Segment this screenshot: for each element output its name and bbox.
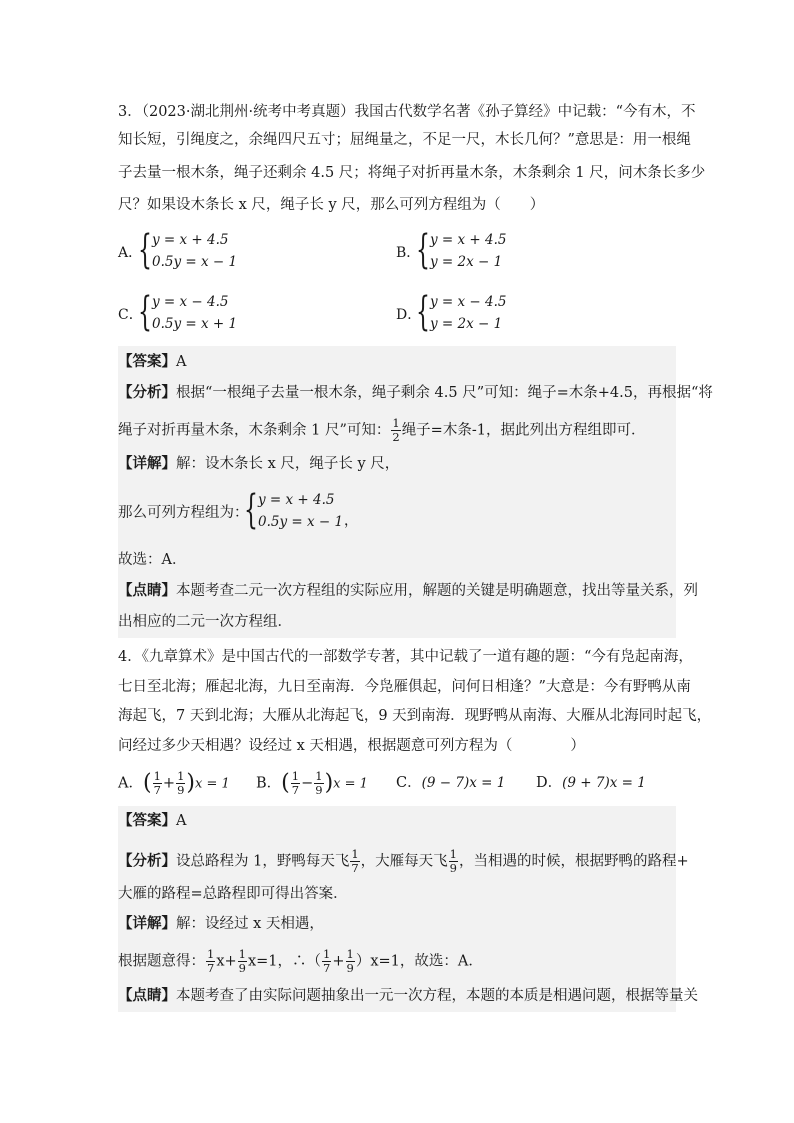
q3-choose: 故选：A． <box>118 552 187 568</box>
q4-stem-line-3: 海起飞，7 天到北海；大雁从北海起飞，9 天到南海．现野鸭从南海、大雁从北海同时起飞， <box>118 708 712 724</box>
fraction-denominator: 9 <box>315 783 323 797</box>
q3-analysis-line-2 <box>118 417 645 444</box>
option-label: D． <box>536 775 563 791</box>
q3-detail-line-2: 那么可列方程组为： <box>118 505 249 521</box>
equation-2: 0.5y = x − 1 <box>258 514 344 530</box>
equation-2: y = 2x − 1 <box>430 316 503 332</box>
right-paren: ) <box>324 770 334 796</box>
left-paren: ( <box>281 770 290 796</box>
fraction-numerator: 1 <box>351 847 359 861</box>
analysis-text: 根据“一根绳子去量一根木条，绳子剩余 4.5 尺”可知：绳子=木条+4.5，再根据“将 <box>176 385 713 401</box>
q4-answer <box>118 811 186 831</box>
equation-2: y = 2x − 1 <box>430 254 503 270</box>
comma: ， <box>344 513 358 529</box>
fraction-denominator: 9 <box>346 961 354 975</box>
fraction-numerator: 1 <box>291 769 300 783</box>
fraction <box>314 770 323 797</box>
fraction-one-ninth <box>449 848 458 875</box>
q4-option-c <box>396 773 505 793</box>
answer-value: A <box>176 354 187 370</box>
equation-1: y = x + 4.5 <box>258 492 335 508</box>
equation: (9 − 7)x = 1 <box>421 775 506 791</box>
fraction-numerator: 1 <box>177 769 185 783</box>
q3-answer <box>118 352 186 372</box>
fraction-denominator: 2 <box>392 430 400 444</box>
fraction <box>176 770 185 797</box>
q4-option-d <box>536 773 646 793</box>
detail-text: ）x=1，故选：A． <box>355 953 483 970</box>
fraction-numerator: 1 <box>449 847 457 861</box>
fraction-denominator: 9 <box>449 861 457 875</box>
fraction-denominator: 7 <box>207 961 215 975</box>
q4-comment-line-1 <box>118 986 698 1006</box>
brace-icon: { <box>416 289 430 335</box>
q4-stem-line-1: 4．《九章算术》是中国古代的一部数学专著，其中记载了一道有趣的题：“今有凫起南海， <box>118 649 693 665</box>
fraction-denominator: 9 <box>238 961 246 975</box>
fraction-numerator: 1 <box>323 947 331 961</box>
equation-2: 0.5y = x − 1 <box>152 254 238 270</box>
option-label: B． <box>256 775 282 792</box>
left-paren: ( <box>142 770 152 796</box>
operator: + <box>332 953 345 970</box>
fraction <box>206 948 215 975</box>
detail-text: x=1，∴（ <box>247 953 322 970</box>
fraction-denominator: 7 <box>323 961 331 975</box>
equation-rest: x = 1 <box>333 776 368 792</box>
fraction-numerator: 1 <box>207 947 215 961</box>
q3-stem-line-4: 尺？如果设木条长 x 尺，绳子长 y 尺，那么可列方程组为（ ） <box>118 197 545 213</box>
q3-stem-line-2: 知长短，引绳度之，余绳四尺五寸；屈绳量之，不足一尺，木长几何？”意思是：用一根绳 <box>118 132 691 148</box>
fraction-numerator: 1 <box>315 769 323 783</box>
detail-text: 解：设木条长 x 尺，绳子长 y 尺， <box>176 456 400 472</box>
q4-solution-block <box>118 806 676 1012</box>
analysis-text: ，大雁每天飞 <box>360 853 448 870</box>
operator: − <box>301 775 314 792</box>
q3-analysis-line-1 <box>118 383 713 403</box>
comment-tag: 【点睛】 <box>118 987 176 1004</box>
fraction-one-seventh <box>350 848 359 875</box>
answer-value: A <box>176 813 187 829</box>
analysis-text: ，当相遇的时候，根据野鸭的路程+ <box>459 853 689 870</box>
option-label: C． <box>118 307 143 323</box>
fraction-denominator: 7 <box>153 783 161 797</box>
fraction-one-half <box>391 417 400 444</box>
brace-icon: { <box>416 227 430 273</box>
analysis-text: 绳子=木条-1，据此列出方程组即可． <box>401 422 646 439</box>
fraction-numerator: 1 <box>392 416 400 430</box>
fraction <box>322 948 331 975</box>
analysis-text: 设总路程为 1，野鸭每天飞 <box>176 853 350 870</box>
detail-tag: 【详解】 <box>118 455 176 472</box>
fraction <box>153 770 162 797</box>
q3-stem-line-1: 3．（2023·湖北荆州·统考中考真题）我国古代数学名著《孙子算经》中记载：“今有木，不 <box>118 104 696 120</box>
detail-tag: 【详解】 <box>118 915 176 932</box>
equation-1: y = x + 4.5 <box>152 232 229 248</box>
fraction-numerator: 1 <box>238 947 246 961</box>
fraction-denominator: 7 <box>291 783 300 797</box>
equation-2: 0.5y = x + 1 <box>152 316 238 332</box>
detail-text: 根据题意得： <box>118 953 205 970</box>
brace-icon: { <box>138 289 152 335</box>
fraction <box>291 770 300 797</box>
fraction-denominator: 9 <box>177 783 185 797</box>
brace-icon: { <box>244 487 258 533</box>
detail-text: x+ <box>216 953 237 970</box>
option-label: A． <box>118 775 143 792</box>
comment-text: 本题考查了由实际问题抽象出一元一次方程，本题的本质是相遇问题，根据等量关 <box>176 988 698 1004</box>
q4-stem-line-2: 七日至北海；雁起北海，九日至南海．今凫雁俱起，问何日相逢？”大意是：今有野鸭从南 <box>118 679 691 695</box>
right-paren: ) <box>186 770 195 796</box>
comment-tag: 【点睛】 <box>118 582 176 599</box>
analysis-text: 绳子对折再量木条，木条剩余 1 尺”可知： <box>118 422 391 439</box>
q3-comment-line-2: 出相应的二元一次方程组． <box>118 614 292 630</box>
option-label: B． <box>396 245 421 261</box>
equation: (9 + 7)x = 1 <box>562 775 646 791</box>
fraction <box>346 948 355 975</box>
fraction-numerator: 1 <box>346 947 354 961</box>
option-label: D． <box>396 307 422 323</box>
q4-option-b <box>256 770 368 797</box>
equation-1: y = x − 4.5 <box>430 294 507 310</box>
detail-text: 解：设经过 x 天相遇， <box>176 916 324 932</box>
equation-1: y = x − 4.5 <box>152 294 229 310</box>
brace-icon: { <box>138 227 152 273</box>
q3-detail-line-1 <box>118 454 399 474</box>
answer-tag: 【答案】 <box>118 812 176 829</box>
answer-tag: 【答案】 <box>118 353 176 370</box>
q4-detail-line-1 <box>118 914 324 934</box>
fraction-numerator: 1 <box>153 769 161 783</box>
q4-analysis-line-1 <box>118 848 689 875</box>
option-label: A． <box>118 245 143 261</box>
q4-detail-line-2 <box>118 948 483 975</box>
q3-stem-line-3: 子去量一根木条，绳子还剩余 4.5 尺；将绳子对折再量木条，木条剩余 1 尺，问木条长多少 <box>118 165 706 181</box>
comment-text: 本题考查二元一次方程组的实际应用，解题的关键是明确题意，找出等量关系，列 <box>176 583 698 599</box>
analysis-tag: 【分析】 <box>118 852 176 870</box>
analysis-tag: 【分析】 <box>118 384 176 401</box>
operator: + <box>162 775 176 792</box>
fraction <box>238 948 247 975</box>
equation-rest: x = 1 <box>194 776 230 792</box>
q4-option-a <box>118 770 230 797</box>
option-label: C． <box>396 775 422 791</box>
q4-stem-line-4: 问经过多少天相遇？设经过 x 天相遇，根据题意可列方程为（ ） <box>118 738 585 754</box>
fraction-denominator: 7 <box>351 861 359 875</box>
equation-1: y = x + 4.5 <box>430 232 507 248</box>
q4-analysis-line-2: 大雁的路程=总路程即可得出答案． <box>118 886 348 902</box>
q3-comment-line-1 <box>118 581 698 601</box>
